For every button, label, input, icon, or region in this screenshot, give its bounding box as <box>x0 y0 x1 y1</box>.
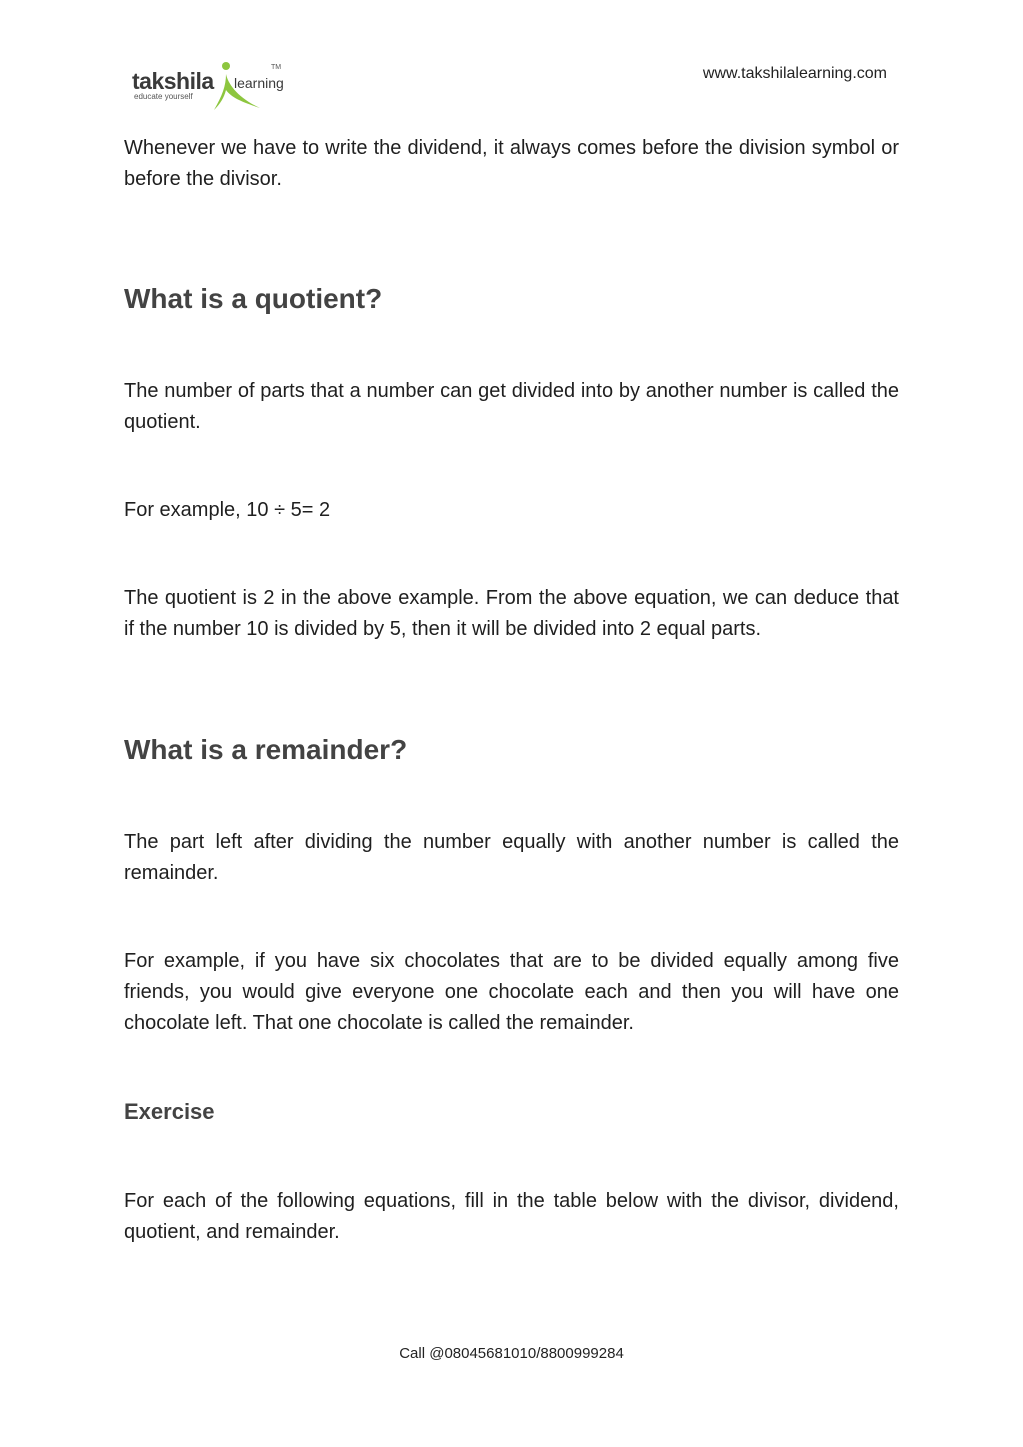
document-body <box>124 133 899 1248</box>
quotient-example: For example, 10 ÷ 5= 2 <box>124 499 331 521</box>
brand-logo <box>130 58 285 112</box>
remainder-definition: The part left after dividing the number equally with another number is called the remainder. <box>124 831 899 884</box>
quotient-definition: The number of parts that a number can get divided into by another number is called the quotient. <box>124 380 899 433</box>
quotient-explanation: The quotient is 2 in the above example. From the above equation, we can deduce that if the number 10 is divided by 5, then it will be divided into 2 equal parts. <box>124 587 899 640</box>
logo-trademark: TM <box>271 64 282 71</box>
logo-name: takshila <box>132 68 214 94</box>
quotient-heading: What is a quotient? <box>124 283 383 314</box>
exercise-heading: Exercise <box>124 1099 215 1124</box>
remainder-heading: What is a remainder? <box>124 734 408 765</box>
footer-contact: Call @08045681010/8800999284 <box>399 1345 624 1362</box>
intro-paragraph: Whenever we have to write the dividend, it always comes before the division symbol or before the divisor. <box>124 137 899 190</box>
exercise-instruction: For each of the following equations, fill in the table below with the divisor, dividend, quotient, and remainder. <box>124 1190 899 1243</box>
site-url-link[interactable]: www.takshilalearning.com <box>702 65 887 82</box>
remainder-example: For example, if you have six chocolates that are to be divided equally among five friends, you would give everyone one chocolate each and then you will have one chocolate left. That one chocolate is called the remainder. <box>124 950 899 1034</box>
logo-tagline: educate yourself <box>134 92 193 101</box>
logo-sub: learning <box>234 75 284 91</box>
